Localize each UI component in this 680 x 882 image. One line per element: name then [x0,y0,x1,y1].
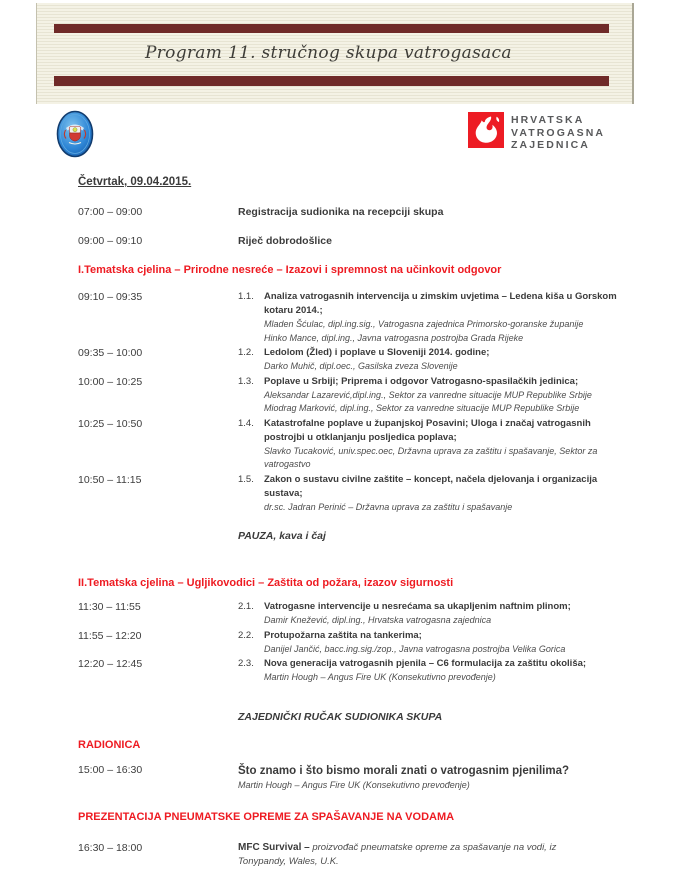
presentation-row [78,841,640,868]
session-row-2-2 [78,629,640,657]
session-time: 10:25 – 10:50 [78,417,143,430]
session-time: 10:50 – 11:15 [78,473,142,486]
session-text [264,375,620,416]
session-title: Zakon o sustavu civilne zaštite – koncept, načela djelovanja i organizacija sustava; [264,473,598,499]
session-title: Analiza vatrogasnih intervencija u zimskim uvjetima – Ledena kiša u Gorskom kotaru 2014.; [264,291,617,316]
schedule-row-welcome [78,234,640,248]
session-row-2-3 [78,657,640,685]
session-speaker: Hinko Mance, dipl.ing., Javna vatrogasna postrojba Grada Rijeke [264,332,524,343]
session-row-1-2 [78,346,640,374]
lunch-break: ZAJEDNIČKI RUČAK SUDIONIKA SKUPA [238,710,443,723]
session-time: 16:30 – 18:00 [78,842,143,854]
session-number: 2.3. [238,658,254,669]
document-title: Program 11. stručnog skupa vatrogasaca [145,43,512,63]
session-title: Registracija sudionika na recepciji skupa [238,206,444,218]
presentation-description: proizvođač pneumatske opreme za spašavanje na vodi, iz Tonypandy, Wales, U.K. [238,842,557,867]
session-number: 1.5. [238,473,254,485]
day-heading: Četvrtak, 09.04.2015. [78,176,192,188]
session-text [264,290,620,345]
banner-bottom-rule [54,76,609,86]
session-number: 2.2. [238,629,254,641]
session-number: 2.1. [238,601,254,612]
presentation-lead: MFC Survival – [238,842,310,853]
session-text [264,629,620,657]
session-time: 09:35 – 10:00 [78,347,143,359]
hvz-wordmark [511,112,605,152]
org-name-line-3: ZAJEDNICA [511,139,590,151]
session-time: 11:55 – 12:20 [78,629,142,642]
session-title: Vatrogasne intervencije u nesrećama sa ukapljenim naftnim plinom; [264,601,571,612]
session-title: Ledolom (Žled) i poplave u Sloveniji 2014. godine; [264,347,490,358]
session-text [264,600,620,628]
section-2-heading: II.Tematska cjelina – Ugljikovodici – Zaštita od požara, izazov sigurnosti [78,577,454,589]
session-title: Protupožarna zaštita na tankerima; [264,629,422,641]
session-speaker: Danijel Jančić, bacc.ing.sig./zop., Javna vatrogasna postrojba Velika Gorica [264,643,566,654]
workshop-text [238,763,640,793]
workshop-heading: RADIONICA [78,738,141,751]
session-number: 1.1. [238,291,254,302]
session-row-2-1 [78,600,640,628]
session-time: 12:20 – 12:45 [78,658,143,670]
session-text [264,657,620,685]
session-speaker: Martin Hough – Angus Fire UK (Konsekutivno prevođenje) [264,672,496,682]
session-number: 1.4. [238,417,254,429]
logos-row [0,108,680,170]
session-speaker: Damir Knežević, dipl.ing., Hrvatska vatrogasna zajednica [264,615,492,625]
banner-top-rule [54,24,609,33]
hvz-flame-icon [468,112,504,148]
session-number: 1.3. [238,375,254,387]
session-row-1-5 [78,473,640,515]
session-title: Nova generacija vatrogasnih pjenila – C6 formulacija za zaštitu okoliša; [264,658,587,669]
session-speaker: Miodrag Marković, dipl.ing., Sektor za vanredne situacije MUP Republike Srbije [264,403,580,413]
title-banner [36,3,634,104]
session-speaker: dr.sc. Jadran Perinić – Državna uprava za zaštitu i spašavanje [264,501,513,512]
session-time: 09:10 – 09:35 [78,291,143,303]
presentation-heading: PREZENTACIJA PNEUMATSKE OPREME ZA SPAŠAVANJE NA VODAMA [78,811,455,823]
session-time: 10:00 – 10:25 [78,375,143,388]
session-speaker: Darko Muhič, dipl.oec., Gasilska zveza Slovenije [264,361,458,371]
firefighters-emblem-icon [56,110,94,158]
presentation-text [238,841,558,868]
session-speaker: Mladen Šćulac, dipl.ing.sig., Vatrogasna zajednica Primorsko-goranske županije [264,319,584,329]
session-time: 11:30 – 11:55 [78,601,141,613]
session-time: 07:00 – 09:00 [78,206,143,218]
session-row-1-1 [78,290,640,345]
session-title: Katastrofalne poplave u županjskoj Posavini; Uloga i značaj vatrogasnih postrojbi u otklanjanju posljedica poplava; [264,417,591,443]
program-content [78,170,640,868]
schedule-row-registration [78,205,640,219]
session-text [264,346,620,374]
section-2-items [78,600,640,685]
workshop-row [78,763,640,793]
session-text [264,417,620,472]
session-time: 15:00 – 16:30 [78,763,143,776]
session-speaker: Slavko Tucaković, univ.spec.oec, Državna uprava za zaštitu i spašavanje, Sektor za vatrogastvo [264,445,598,469]
session-title: Poplave u Srbiji; Priprema i odgovor Vatrogasno-spasilačkih jedinica; [264,375,579,387]
coffee-break: PAUZA, kava i čaj [238,530,326,542]
session-time: 09:00 – 09:10 [78,235,143,247]
section-1-heading: I.Tematska cjelina – Prirodne nesreće – Izazovi i spremnost na učinkovit odgovor [78,264,502,276]
section-1-items [78,290,640,514]
session-title: Riječ dobrodošlice [238,235,332,247]
workshop-title: Što znamo i što bismo morali znati o vatrogasnim pjenilima? [238,764,569,777]
session-text [264,473,620,515]
org-name-line-2: VATROGASNA [511,126,606,139]
session-row-1-4 [78,417,640,472]
workshop-speaker: Martin Hough – Angus Fire UK (Konsekutivno prevođenje) [238,779,470,790]
org-name-line-1: HRVATSKA [511,114,585,126]
session-row-1-3 [78,375,640,416]
hvz-logo [468,112,605,152]
session-number: 1.2. [238,347,254,358]
session-speaker: Aleksandar Lazarević,dipl.ing., Sektor za vanredne situacije MUP Republike Srbije [264,389,592,400]
